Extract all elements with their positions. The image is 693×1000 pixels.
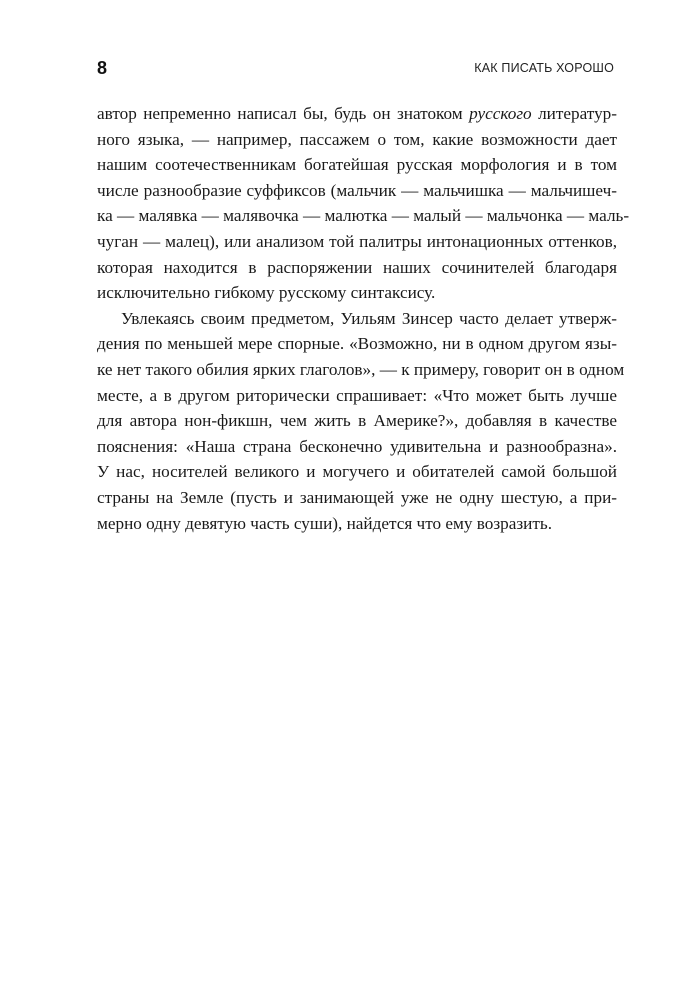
page-number: 8 — [97, 58, 108, 78]
text-line: ке нет такого обилия ярких глаголов», — к примеру, говорит он в одном — [97, 359, 625, 379]
text-line: мерно одну девятую часть суши), найдется что ему возразить. — [97, 513, 552, 533]
text-line: ного языка, — например, пассажем о том, какие возможности дает — [97, 129, 617, 149]
text-line: исключительно гибкому русскому синтаксису. — [97, 283, 436, 303]
text-line: для автора нон-фикшн, чем жить в Америке?», добавляя в качестве — [97, 411, 617, 431]
text-line: нашим соотечественникам богатейшая русская морфология и в том — [97, 155, 617, 175]
text-line — [97, 101, 617, 127]
text-line: дения по меньшей мере спорные. «Возможно, ни в одном другом язы- — [97, 334, 617, 354]
text-line: чуган — малец), или анализом той палитры интонационных оттенков, — [97, 231, 617, 251]
text-fragment: автор непременно написал бы, будь он знатоком — [97, 104, 470, 123]
text-line: которая находится в распоряжении наших сочинителей благодаря — [97, 257, 617, 277]
text-line: У нас, носителей великого и могучего и обитателей самой большой — [97, 462, 617, 482]
body-text — [97, 101, 630, 536]
paragraph-1 — [97, 101, 630, 306]
text-line: месте, а в другом риторически спрашивает: «Что может быть лучше — [97, 385, 617, 405]
text-line: пояснения: «Наша страна бесконечно удивительна и разнообразна». — [97, 436, 617, 456]
running-title: КАК ПИСАТЬ ХОРОШО — [474, 61, 614, 75]
paragraph-2 — [97, 306, 625, 536]
text-line: страны на Земле (пусть и занимающей уже не одну шестую, а при- — [97, 487, 617, 507]
text-line: ка — малявка — малявочка — малютка — малый — мальчонка — маль- — [97, 206, 630, 226]
italic-emphasis: русского — [469, 104, 532, 123]
text-line: Увлекаясь своим предметом, Уильям Зинсер часто делает утверж- — [121, 308, 617, 328]
running-header — [97, 56, 614, 80]
text-line: числе разнообразие суффиксов (мальчик — мальчишка — мальчишеч- — [97, 180, 617, 200]
text-fragment: литератур- — [531, 104, 617, 123]
